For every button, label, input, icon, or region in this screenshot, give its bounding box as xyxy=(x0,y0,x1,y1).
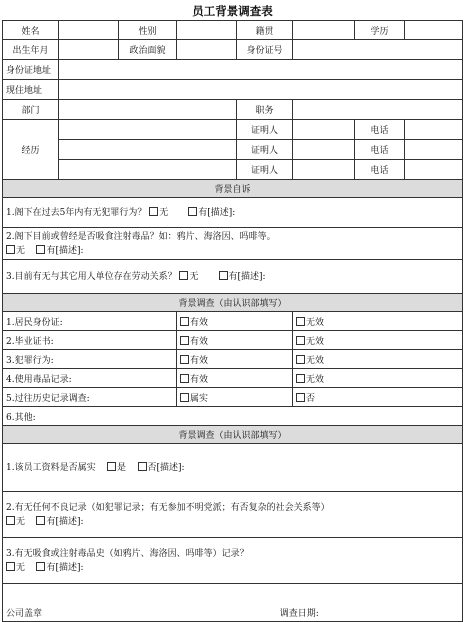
label-name: 姓名 xyxy=(3,21,59,40)
footer-row xyxy=(3,584,463,622)
hr2-q2-no-label: 无 xyxy=(16,516,26,527)
field-politics[interactable] xyxy=(177,40,237,60)
field-witness-2[interactable] xyxy=(293,140,355,160)
checkbox-item2-valid[interactable] xyxy=(180,336,189,345)
checkbox-q3-no[interactable] xyxy=(179,271,188,280)
hr-item-5-true xyxy=(177,388,293,407)
hr2-q2 xyxy=(3,492,463,538)
hr2-q1 xyxy=(3,444,463,492)
q1-yes-label: 有[描述]: xyxy=(198,207,236,218)
item4-valid-label: 有效 xyxy=(190,374,209,385)
checkbox-item4-invalid[interactable] xyxy=(296,374,305,383)
checkbox-hr2-q3-no[interactable] xyxy=(6,562,15,571)
hr2-q1-text: 1.该员工资料是否属实 xyxy=(6,462,96,473)
checkbox-q1-yes[interactable] xyxy=(188,207,197,216)
hr-item-3: 3.犯罪行为: xyxy=(3,350,177,369)
item3-valid-label: 有效 xyxy=(190,355,209,366)
hr-item-1: 1.居民身份证: xyxy=(3,312,177,331)
checkbox-q3-yes[interactable] xyxy=(219,271,228,280)
hr-item-4: 4.使用毒品记录: xyxy=(3,369,177,388)
field-department[interactable] xyxy=(59,100,237,120)
item5-false-label: 否 xyxy=(306,393,316,404)
item3-invalid-label: 无效 xyxy=(306,355,325,366)
hr2-q3-no-label: 无 xyxy=(16,562,26,573)
checkbox-hr2-q2-yes[interactable] xyxy=(36,516,45,525)
q1-no-label: 无 xyxy=(159,207,169,218)
label-experience: 经历 xyxy=(3,120,59,180)
label-phone-1: 电话 xyxy=(355,120,405,140)
item2-valid-label: 有效 xyxy=(190,336,209,347)
label-witness-3: 证明人 xyxy=(237,160,293,180)
hr-item-1-invalid xyxy=(293,312,463,331)
hr-item-1-valid xyxy=(177,312,293,331)
item1-invalid-label: 无效 xyxy=(306,317,325,328)
checkbox-item3-valid[interactable] xyxy=(180,355,189,364)
checkbox-item5-true[interactable] xyxy=(180,393,189,402)
company-seal-label: 公司盖章 xyxy=(6,609,43,619)
hr2-q2-text: 2.有无任何不良记录（如犯罪记录；有无参加不明党派；有否复杂的社会关系等） xyxy=(6,502,330,513)
hr2-q1-yes-label: 是 xyxy=(117,462,127,473)
hr-item-2: 2.毕业证书: xyxy=(3,331,177,350)
field-phone-1[interactable] xyxy=(405,120,463,140)
self-report-q3-text: 3.目前有无与其它用人单位存在劳动关系？ xyxy=(6,271,177,282)
checkbox-item1-invalid[interactable] xyxy=(296,317,305,326)
checkbox-hr2-q1-yes[interactable] xyxy=(107,462,116,471)
hr-item-5: 5.过往历史记录调查: xyxy=(3,388,177,407)
field-position[interactable] xyxy=(293,100,463,120)
field-phone-2[interactable] xyxy=(405,140,463,160)
checkbox-hr2-q2-no[interactable] xyxy=(6,516,15,525)
field-name[interactable] xyxy=(59,21,119,40)
field-experience-1[interactable] xyxy=(59,120,237,140)
label-origin: 籍贯 xyxy=(237,21,293,40)
field-phone-3[interactable] xyxy=(405,160,463,180)
self-report-q2-text: 2.阁下目前或曾经是否吸食注射毒品？如：鸦片、海洛因、吗啡等。 xyxy=(6,231,276,242)
q3-no-label: 无 xyxy=(189,271,199,282)
hr2-q3-yes-label: 有[描述]: xyxy=(46,562,84,573)
hr-item-3-invalid xyxy=(293,350,463,369)
hr-item-5-false xyxy=(293,388,463,407)
label-witness-2: 证明人 xyxy=(237,140,293,160)
field-witness-3[interactable] xyxy=(293,160,355,180)
hr2-q3 xyxy=(3,538,463,584)
label-phone-3: 电话 xyxy=(355,160,405,180)
field-witness-1[interactable] xyxy=(293,120,355,140)
hr2-q1-no-label: 否[描述]: xyxy=(147,462,185,473)
checkbox-q2-no[interactable] xyxy=(6,245,15,254)
hr2-q2-yes-label: 有[描述]: xyxy=(46,516,84,527)
survey-date-label: 调查日期: xyxy=(279,609,319,619)
section-self-report: 背景自诉 xyxy=(3,180,463,198)
q3-yes-label: 有[描述]: xyxy=(228,271,266,282)
hr-item-2-invalid xyxy=(293,331,463,350)
q2-yes-label: 有[描述]: xyxy=(46,245,84,256)
form-table xyxy=(2,20,463,622)
section-hr-check-2: 背景调查（由认识部填写） xyxy=(3,426,463,444)
checkbox-item2-invalid[interactable] xyxy=(296,336,305,345)
label-department: 部门 xyxy=(3,100,59,120)
item4-invalid-label: 无效 xyxy=(306,374,325,385)
label-witness-1: 证明人 xyxy=(237,120,293,140)
field-experience-3[interactable] xyxy=(59,160,237,180)
field-education[interactable] xyxy=(405,21,463,40)
hr-item-4-valid xyxy=(177,369,293,388)
label-politics: 政治面貌 xyxy=(119,40,177,60)
label-birth: 出生年月 xyxy=(3,40,59,60)
hr2-q3-text: 3.有无吸食或注射毒品史（如鸦片、海洛因、吗啡等）记录？ xyxy=(6,548,249,559)
checkbox-item5-false[interactable] xyxy=(296,393,305,402)
checkbox-item3-invalid[interactable] xyxy=(296,355,305,364)
field-gender[interactable] xyxy=(177,21,237,40)
section-hr-check: 背景调查（由认识部填写） xyxy=(3,294,463,312)
label-education: 学历 xyxy=(355,21,405,40)
q2-no-label: 无 xyxy=(16,245,26,256)
label-current-address: 现住地址 xyxy=(3,80,59,100)
label-gender: 性别 xyxy=(119,21,177,40)
field-experience-2[interactable] xyxy=(59,140,237,160)
label-phone-2: 电话 xyxy=(355,140,405,160)
label-id-address: 身份证地址 xyxy=(3,60,59,80)
field-id-address[interactable] xyxy=(59,60,463,80)
self-report-q3 xyxy=(3,260,463,294)
field-id-number[interactable] xyxy=(293,40,463,60)
item2-invalid-label: 无效 xyxy=(306,336,325,347)
label-id-number: 身份证号 xyxy=(237,40,293,60)
checkbox-q1-no[interactable] xyxy=(149,207,158,216)
item1-valid-label: 有效 xyxy=(190,317,209,328)
hr-item-2-valid xyxy=(177,331,293,350)
field-current-address[interactable] xyxy=(59,80,463,100)
field-birth[interactable] xyxy=(59,40,119,60)
checkbox-hr2-q3-yes[interactable] xyxy=(36,562,45,571)
item5-true-label: 属实 xyxy=(190,393,209,404)
field-origin[interactable] xyxy=(293,21,355,40)
label-position: 职务 xyxy=(237,100,293,120)
hr-item-other[interactable]: 6.其他: xyxy=(3,407,463,426)
hr-item-4-invalid xyxy=(293,369,463,388)
hr-item-3-valid xyxy=(177,350,293,369)
checkbox-hr2-q1-no[interactable] xyxy=(138,462,147,471)
self-report-q2 xyxy=(3,228,463,260)
checkbox-item4-valid[interactable] xyxy=(180,374,189,383)
checkbox-item1-valid[interactable] xyxy=(180,317,189,326)
self-report-q1 xyxy=(3,198,463,228)
checkbox-q2-yes[interactable] xyxy=(36,245,45,254)
form-title: 员工背景调查表 xyxy=(192,4,273,18)
self-report-q1-text: 1.阁下在过去5年内有无犯罪行为？ xyxy=(6,207,147,218)
